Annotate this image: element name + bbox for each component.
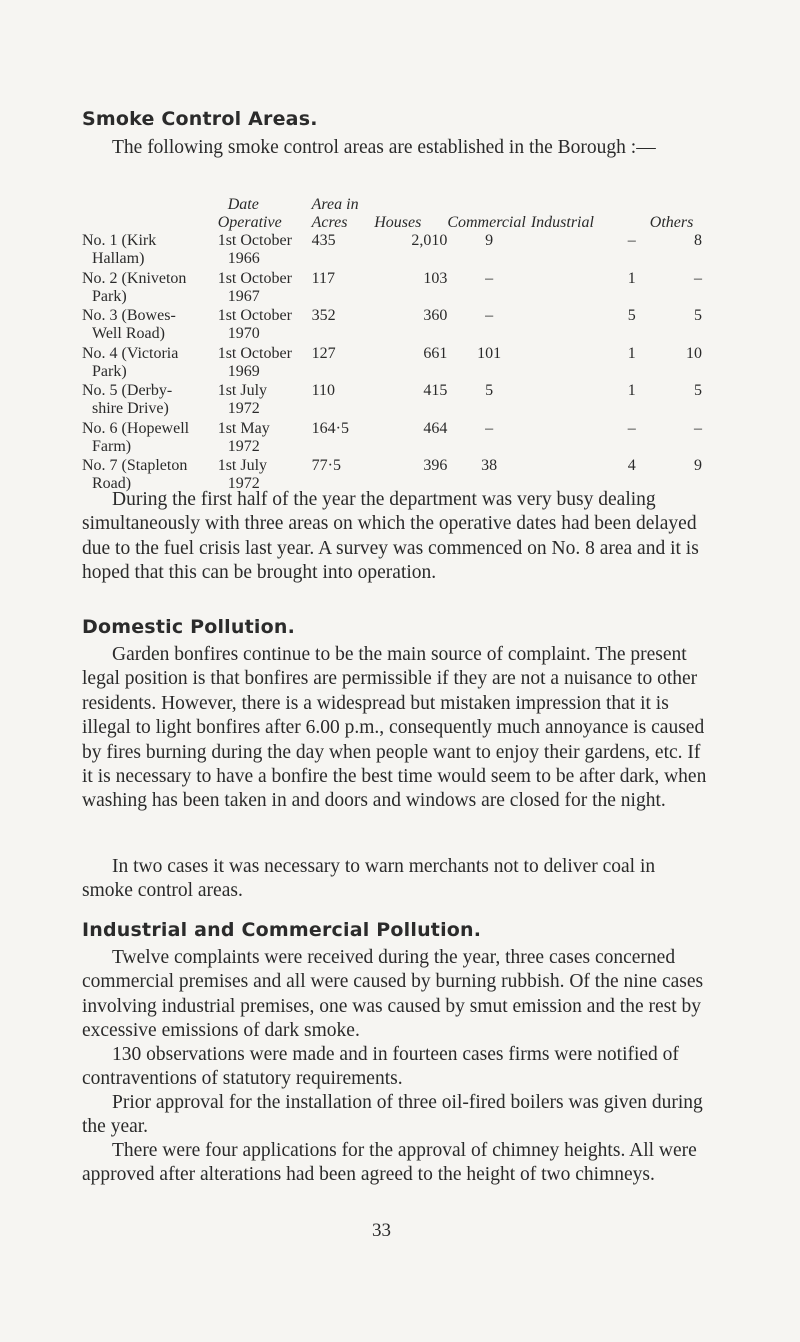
cell-acres: 435	[311, 232, 336, 249]
cell-area	[82, 420, 218, 458]
cell-houses: 396	[423, 457, 448, 474]
cell-date	[218, 420, 312, 458]
cell-area	[82, 345, 218, 383]
cell-industrial: –	[627, 232, 636, 249]
cell-houses: 415	[423, 382, 448, 399]
cell-houses: 464	[423, 419, 448, 437]
cell-acres: 117	[311, 269, 336, 287]
area-name-line2: Road)	[92, 475, 132, 492]
table-row	[82, 420, 702, 458]
cell-houses: 2,010	[411, 232, 448, 249]
date-line2: 1967	[227, 287, 260, 305]
cell-industrial: 4	[627, 457, 636, 474]
cell-date	[218, 270, 312, 308]
cell-acres: 164·5	[311, 419, 349, 437]
table-header-row	[82, 196, 702, 232]
area-name-line1: No. 3 (Bowes-	[82, 307, 176, 324]
cell-others: –	[694, 269, 702, 287]
date-line2: 1966	[227, 250, 260, 267]
area-name-line2: Well Road)	[92, 325, 165, 342]
date-line1: 1st October	[217, 232, 292, 249]
smoke-intro-paragraph: The following smoke control areas are established in the Borough :—	[112, 137, 656, 158]
area-name-line2: Park)	[92, 287, 127, 305]
table-row	[82, 232, 702, 270]
date-line2: 1972	[227, 400, 260, 417]
cell-commercial: 38	[481, 457, 498, 474]
industrial-paragraph-4: There were four applications for the approval of chimney heights. All were approved after alterations had been agreed to the height of two chimneys.	[82, 1140, 697, 1186]
cell-commercial: 101	[477, 344, 502, 362]
industrial-paragraph-1: Twelve complaints were received during the year, three cases concerned commercial premises and all were caused by burning rubbish. Of the nine cases involving industrial premises, one was caused by smut emission and the rest by excessive emissions of dark smoke.	[82, 947, 704, 1042]
date-line1: 1st October	[217, 307, 292, 324]
smoke-control-heading: Smoke Control Areas.	[82, 108, 318, 130]
cell-commercial: –	[485, 307, 494, 324]
cell-area	[82, 270, 218, 308]
page-number: 33	[372, 1220, 391, 1241]
cell-date	[218, 307, 312, 345]
cell-industrial: 1	[627, 344, 636, 362]
header-industrial: Industrial	[530, 214, 594, 231]
area-name-line1: No. 5 (Derby-	[82, 382, 173, 399]
cell-date	[218, 382, 312, 420]
area-name-line2: Park)	[92, 362, 127, 380]
cell-others: 10	[686, 344, 702, 362]
area-name-line1: No. 2 (Kniveton	[82, 269, 187, 287]
cell-others: 9	[694, 457, 702, 474]
area-name-line1: No. 1 (Kirk	[82, 232, 157, 249]
header-commercial: Commercial	[447, 214, 526, 231]
domestic-paragraph-2: In two cases it was necessary to warn merchants not to deliver coal in smoke control areas.	[82, 856, 656, 902]
cell-acres: 352	[311, 307, 336, 324]
cell-commercial: 5	[485, 382, 494, 399]
cell-date	[218, 345, 312, 383]
header-date-line1: Date	[227, 196, 259, 213]
header-acres-line1: Area in	[311, 196, 359, 213]
cell-commercial: –	[485, 269, 494, 287]
header-acres	[312, 196, 375, 232]
header-acres-line2: Acres	[311, 214, 348, 231]
cell-others: –	[694, 419, 702, 437]
date-line2: 1970	[227, 325, 260, 342]
cell-industrial: 1	[627, 382, 636, 399]
cell-commercial: 9	[485, 232, 494, 249]
header-area	[82, 196, 218, 232]
date-line1: 1st May	[217, 419, 270, 437]
area-name-line1: No. 6 (Hopewell	[82, 419, 190, 437]
busy-paragraph: During the first half of the year the department was very busy dealing simultaneously with three areas on which the operative dates had been delayed due to the fuel crisis last year. A survey was commenced on No. 8 area and it is hoped that this can be brought into operation.	[82, 489, 699, 584]
cell-houses: 103	[423, 269, 448, 287]
cell-others: 5	[694, 307, 702, 324]
cell-acres: 127	[311, 344, 336, 362]
industrial-pollution-heading: Industrial and Commercial Pollution.	[82, 919, 482, 941]
area-name-line2: Farm)	[92, 437, 132, 455]
cell-industrial: 1	[627, 269, 636, 287]
table-row	[82, 270, 702, 308]
cell-acres: 77·5	[311, 457, 341, 474]
table-row	[82, 345, 702, 383]
cell-date	[218, 232, 312, 270]
date-line2: 1969	[227, 362, 260, 380]
cell-houses: 661	[423, 344, 448, 362]
domestic-pollution-heading: Domestic Pollution.	[82, 616, 296, 638]
date-line1: 1st October	[217, 269, 292, 287]
cell-industrial: 5	[627, 307, 636, 324]
cell-houses: 360	[423, 307, 448, 324]
header-date-line2: Operative	[217, 214, 282, 231]
date-line2: 1972	[227, 437, 260, 455]
cell-acres: 110	[311, 382, 336, 399]
cell-commercial: –	[485, 419, 494, 437]
cell-area	[82, 307, 218, 345]
smoke-control-areas-table	[82, 196, 702, 495]
header-houses: Houses	[374, 214, 422, 231]
area-name-line1: No. 7 (Stapleton	[82, 457, 188, 474]
industrial-paragraph-3: Prior approval for the installation of three oil-fired boilers was given during the year.	[82, 1092, 703, 1138]
header-others: Others	[649, 214, 694, 231]
area-name-line1: No. 4 (Victoria	[82, 344, 179, 362]
area-name-line2: Hallam)	[92, 250, 145, 267]
table-row	[82, 307, 702, 345]
date-line1: 1st October	[217, 344, 292, 362]
cell-industrial: –	[627, 419, 636, 437]
date-line1: 1st July	[217, 457, 268, 474]
date-line1: 1st July	[217, 382, 268, 399]
area-name-line2: shire Drive)	[92, 400, 169, 417]
industrial-paragraph-2: 130 observations were made and in fourteen cases firms were notified of contraventions of statutory requirements.	[82, 1044, 679, 1090]
cell-area	[82, 232, 218, 270]
domestic-paragraph-1: Garden bonfires continue to be the main source of complaint. The present legal position is that bonfires are permissible if they are not a nuisance to other residents. However, there is a widespread but mistaken impression that it is illegal to light bonfires after 6.00 p.m., consequently much annoyance is caused by fires burning during the day when people want to enjoy their gardens, etc. If it is necessary to have a bonfire the best time would seem to be after dark, when washing has been taken in and doors and windows are closed for the night.	[82, 644, 707, 812]
cell-others: 8	[694, 232, 702, 249]
table-row	[82, 382, 702, 420]
cell-others: 5	[694, 382, 702, 399]
header-date	[218, 196, 312, 232]
cell-area	[82, 382, 218, 420]
date-line2: 1972	[227, 475, 260, 492]
